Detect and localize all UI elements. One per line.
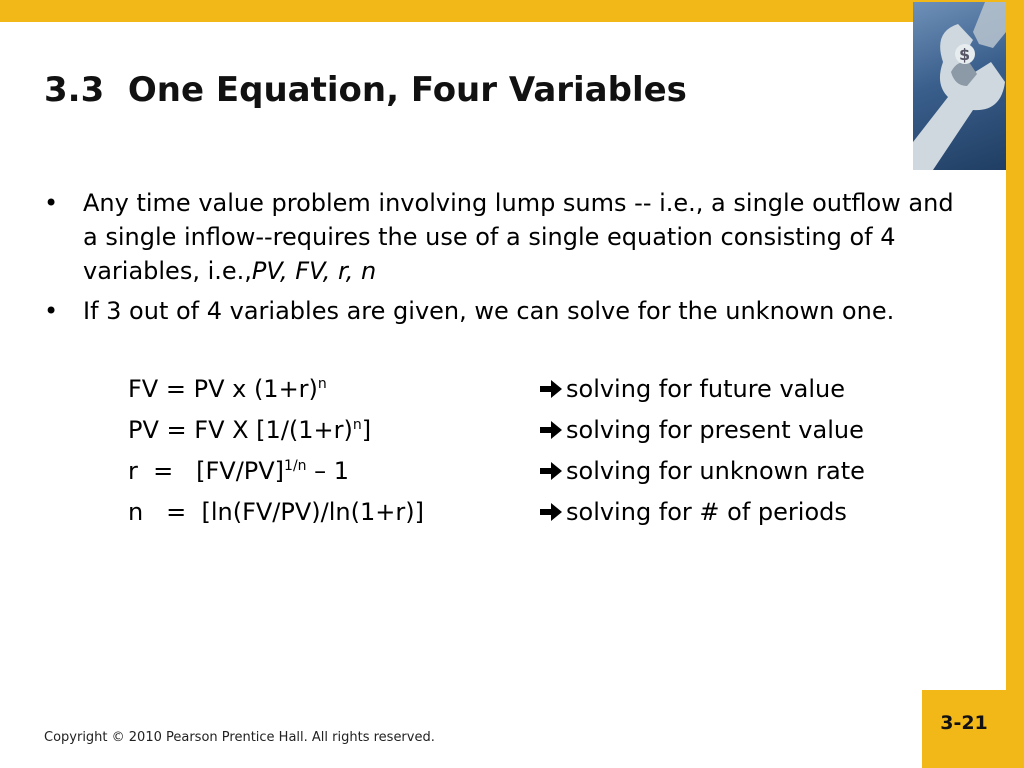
top-accent-bar <box>0 0 1024 22</box>
formula-expression <box>128 498 538 526</box>
slide-number: 3-21 <box>940 712 988 734</box>
bullet-dot-icon: • <box>44 297 59 325</box>
variables-emphasis: PV, FV, r, n <box>251 257 377 285</box>
formula-list <box>128 368 865 532</box>
formula-lhs: PV = FV X [1/(1+r) <box>128 415 353 444</box>
formula-description-text: solving for # of periods <box>566 497 847 526</box>
formula-description <box>538 457 865 485</box>
formula-expression <box>128 375 538 403</box>
formula-row <box>128 450 865 491</box>
bullet-item <box>44 186 964 288</box>
formula-lhs: FV = PV x (1+r) <box>128 374 318 403</box>
formula-superscript: n <box>352 416 362 433</box>
right-arrow-icon <box>538 501 564 523</box>
formula-superscript: n <box>317 375 327 392</box>
right-arrow-icon <box>538 460 564 482</box>
formula-lhs: r = [FV/PV] <box>128 456 285 485</box>
formula-row <box>128 368 865 409</box>
formula-expression <box>128 416 538 444</box>
wrench-dollar-icon <box>913 2 1006 170</box>
formula-row <box>128 491 865 532</box>
formula-description-text: solving for future value <box>566 374 845 403</box>
svg-text:$: $ <box>959 45 971 64</box>
formula-rhs: ] <box>361 415 372 444</box>
formula-description <box>538 498 847 526</box>
bullet-text: Any time value problem involving lump sums -- i.e., a single outflow and a single inflow--requires the use of a single equation consisting of 4 variables, i.e., <box>83 189 954 285</box>
formula-description-text: solving for unknown rate <box>566 456 865 485</box>
bullet-item <box>44 294 964 328</box>
right-arrow-icon <box>538 419 564 441</box>
bullet-dot-icon: • <box>44 189 59 217</box>
formula-lhs: n = [ln(FV/PV)/ln(1+r)] <box>128 497 424 526</box>
bullet-list <box>44 186 964 334</box>
formula-superscript: 1/n <box>284 457 307 474</box>
formula-rhs: – 1 <box>306 456 350 485</box>
formula-description <box>538 375 845 403</box>
right-accent-bar <box>1006 0 1024 768</box>
right-arrow-icon <box>538 378 564 400</box>
formula-expression <box>128 457 538 485</box>
formula-description <box>538 416 864 444</box>
formula-description-text: solving for present value <box>566 415 864 444</box>
slide-title: 3.3 One Equation, Four Variables <box>44 70 687 110</box>
bullet-text: If 3 out of 4 variables are given, we can solve for the unknown one. <box>83 297 895 325</box>
copyright-notice: Copyright © 2010 Pearson Prentice Hall. All rights reserved. <box>44 730 435 745</box>
formula-row <box>128 409 865 450</box>
